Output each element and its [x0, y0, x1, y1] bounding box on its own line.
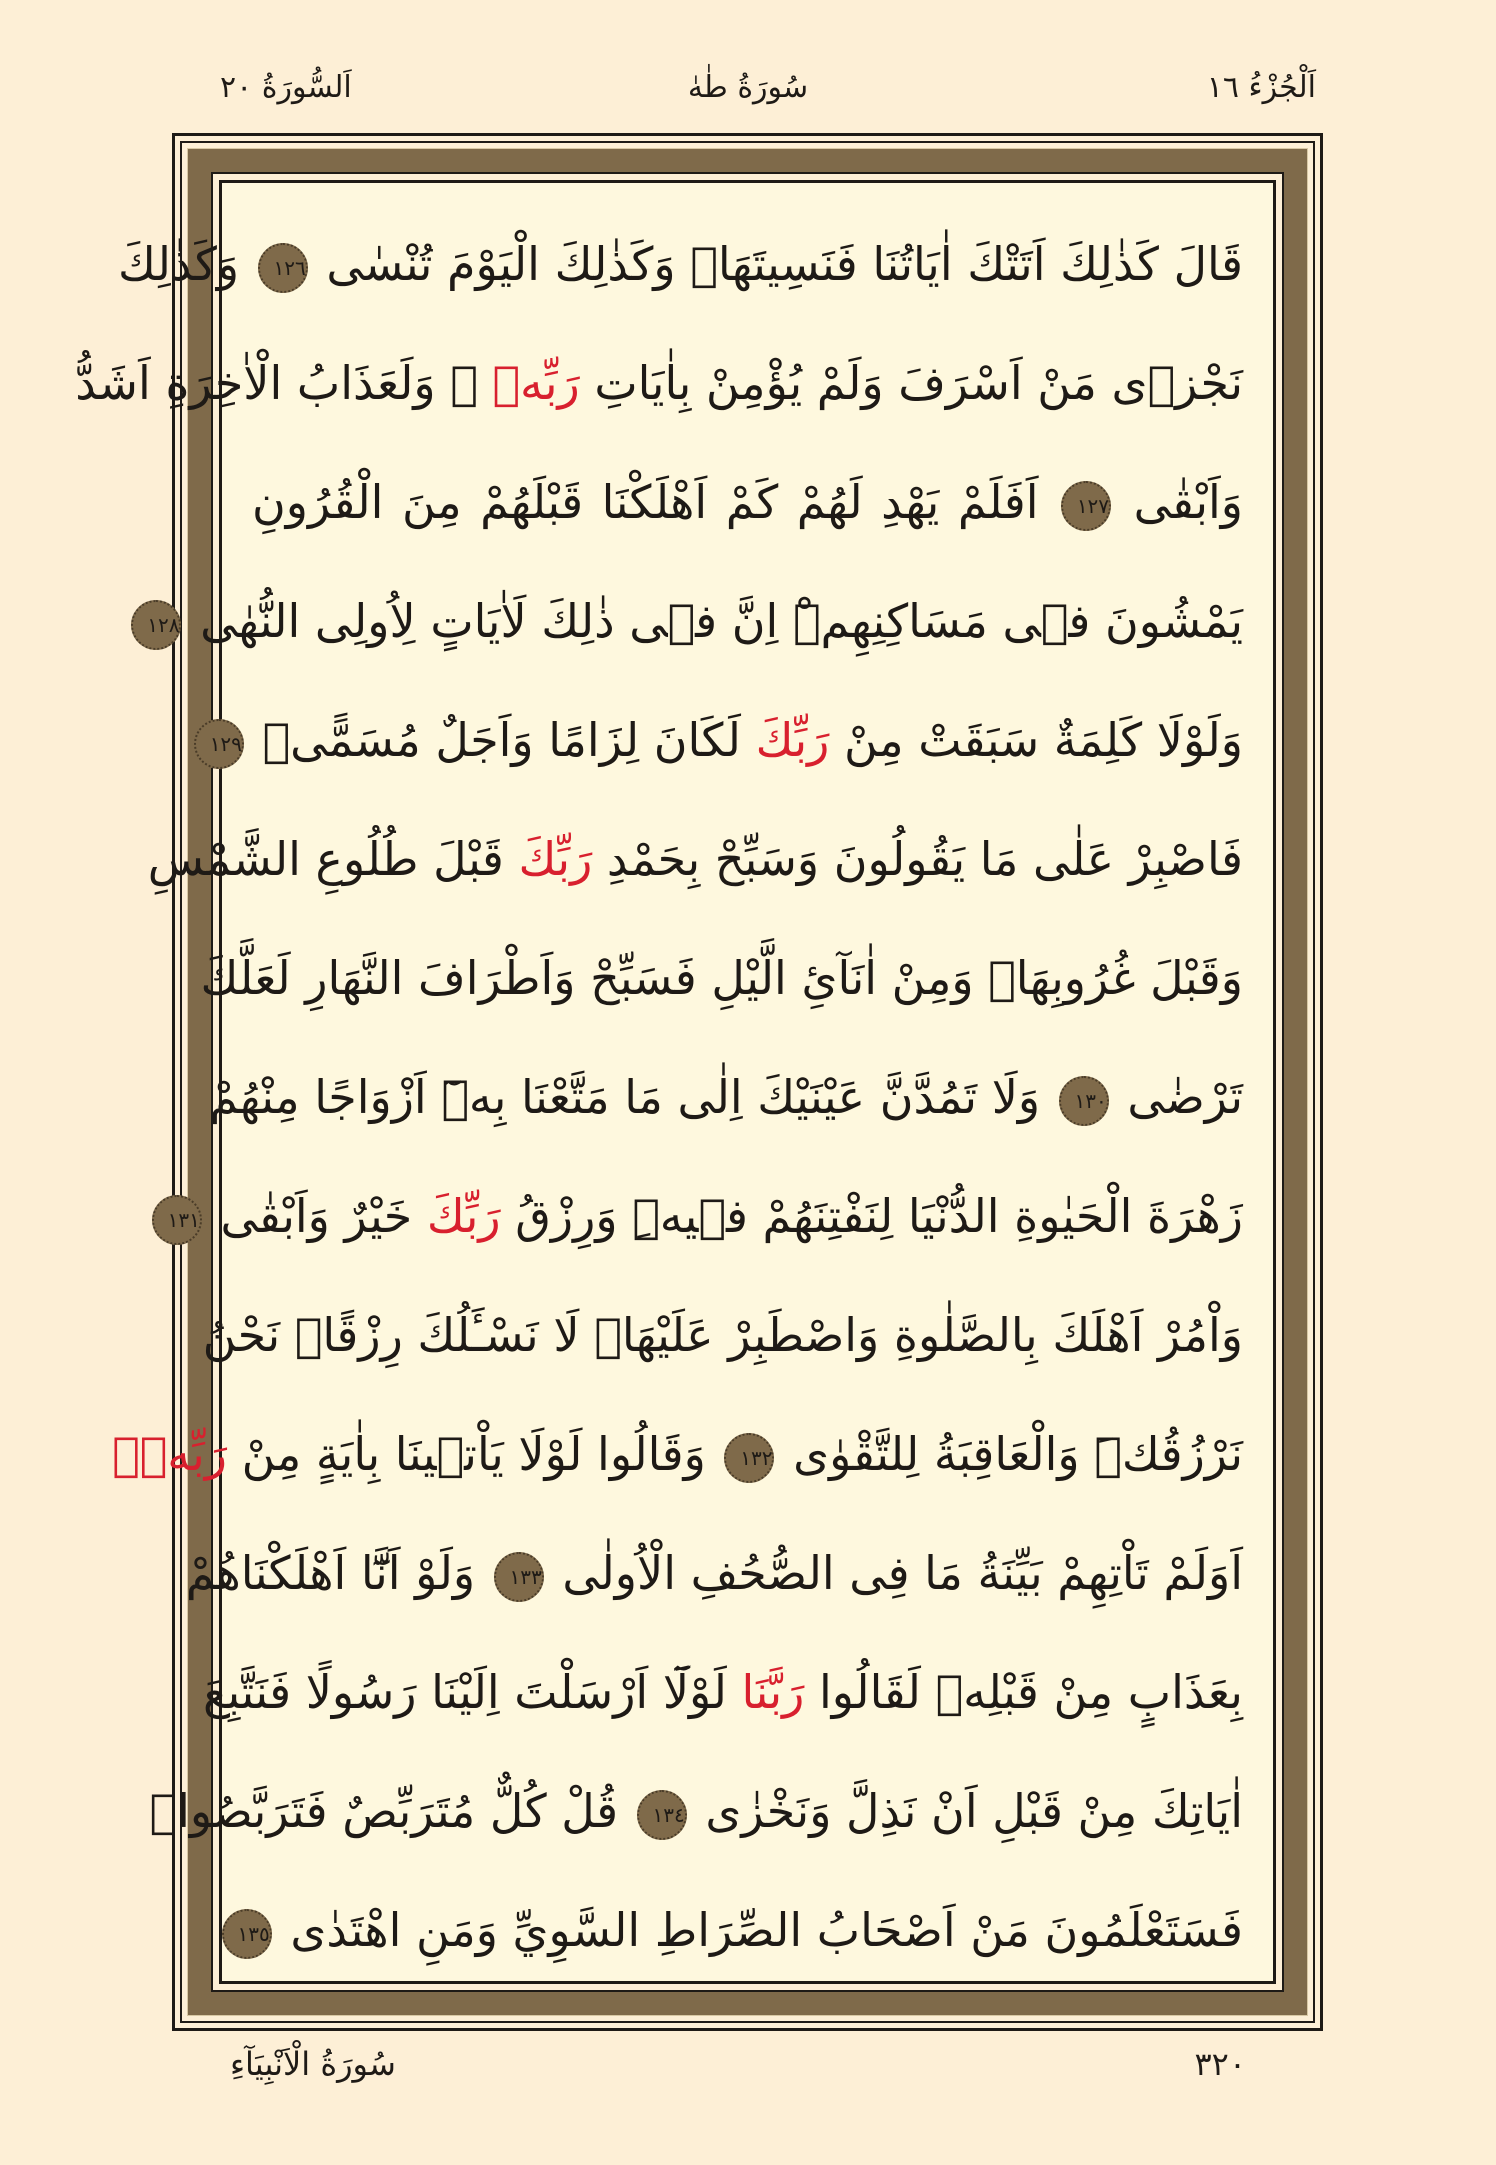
highlighted-word: رَبَّنَا: [741, 1665, 805, 1719]
text-segment: قَبْلَ طُلُوعِ الشَّمْسِ: [147, 832, 504, 886]
text-segment: ۜ وَلَعَذَابُ الْاٰخِرَةِ اَشَدُّ: [75, 356, 451, 410]
ayah-marker: ١٢٩: [194, 719, 244, 769]
text-line: [112, 1395, 1243, 1514]
highlighted-word: رَبِّكَ: [755, 713, 830, 767]
page-number: ٣٢٠: [1194, 2045, 1246, 2083]
text-segment: وَقَبْلَ غُرُوبِهَاۚ وَمِنْ اٰنَآئِ الَّيْلِ فَسَبِّحْ وَاَطْرَافَ النَّهَارِ لَعَلَّكَ: [200, 951, 1243, 1005]
text-line: [118, 205, 1243, 324]
text-line: [202, 1633, 1243, 1752]
text-segment: فَسَتَعْلَمُونَ مَنْ اَصْحَابُ الصِّرَاطِ السَّوِيِّ وَمَنِ اهْتَدٰى: [290, 1903, 1243, 1957]
ayah-marker: ١٣٢: [724, 1433, 774, 1483]
text-segment: فَاصْبِرْ عَلٰى مَا يَقُولُونَ وَسَبِّحْ بِحَمْدِ: [606, 832, 1243, 886]
text-line: [167, 1157, 1243, 1276]
text-segment: اَفَلَمْ يَهْدِ لَهُمْ كَمْ اَهْلَكْنَا قَبْلَهُمْ مِنَ الْقُرُونِ: [252, 475, 1039, 529]
text-line: [202, 1276, 1243, 1395]
text-segment: وَلَوْ اَنَّٓا اَهْلَكْنَاهُمْ: [185, 1546, 476, 1600]
text-segment: وَقَالُوا لَوْلَا يَاْتٖينَا بِاٰيَةٍ مِنْ: [241, 1427, 706, 1481]
text-segment: نَرْزُقُكَۜ وَالْعَاقِبَةُ لِلتَّقْوٰى: [793, 1427, 1243, 1481]
ayah-marker: ١٢٦: [258, 243, 308, 293]
text-segment: لَكَانَ لِزَامًا وَاَجَلٌ مُسَمًّىۜ: [262, 713, 741, 767]
text-line: [200, 919, 1243, 1038]
text-line: [237, 1871, 1243, 1990]
text-segment: يَمْشُونَ فٖى مَسَاكِنِهِمْۜ اِنَّ فٖى ذٰلِكَ لَاٰيَاتٍ لِاُولِى النُّهٰى: [200, 594, 1243, 648]
text-segment: قَالَ كَذٰلِكَ اَتَتْكَ اٰيَاتُنَا فَنَسِيتَهَاۚ وَكَذٰلِكَ الْيَوْمَ تُنْسٰى: [326, 237, 1243, 291]
text-segment: قُلْ كُلٌّ مُتَرَبِّصٌ فَتَرَبَّصُواۚ: [149, 1784, 619, 1838]
text-line: [209, 1038, 1243, 1157]
quran-text: [75, 205, 1244, 1990]
text-segment: نَجْزٖى مَنْ اَسْرَفَ وَلَمْ يُؤْمِنْ بِاٰيَاتِ: [594, 356, 1243, 410]
page-frame: [75, 133, 1323, 2031]
text-segment: وَكَذٰلِكَ: [118, 237, 240, 291]
juz-label: اَلْجُزْءُ ١٦: [1206, 70, 1316, 105]
ayah-marker: ١٢٨: [131, 600, 181, 650]
highlighted-word: رَبِّكَ: [426, 1189, 501, 1243]
text-segment: وَلَوْلَا كَلِمَةٌ سَبَقَتْ مِنْ: [844, 713, 1243, 767]
text-line: [149, 1752, 1243, 1871]
text-segment: وَاْمُرْ اَهْلَكَ بِالصَّلٰوةِ وَاصْطَبِرْ عَلَيْهَاۜ لَا نَسْـَٔلُكَ رِزْقًاۜ نَحْنُ: [202, 1308, 1243, 1362]
next-surah-label: سُورَةُ الْاَنْبِيَآءِ: [230, 2045, 396, 2083]
surah-number-label: اَلسُّورَةُ ٢٠: [220, 70, 352, 105]
surah-title: سُورَةُ طٰهٰ: [687, 70, 809, 105]
text-area: [75, 180, 1276, 1984]
ayah-marker: ١٢٧: [1061, 481, 1111, 531]
text-line: [147, 562, 1243, 681]
text-line: [147, 800, 1243, 919]
text-segment: خَيْرٌ وَاَبْقٰى: [220, 1189, 413, 1243]
text-segment: لَوْلَٓا اَرْسَلْتَ اِلَيْنَا رَسُولًا فَنَتَّبِعَ: [202, 1665, 727, 1719]
text-line: [209, 681, 1243, 800]
text-line: [75, 324, 1243, 443]
text-line: [252, 443, 1243, 562]
ayah-marker: ١٣٣: [494, 1552, 544, 1602]
text-segment: زَهْرَةَ الْحَيٰوةِ الدُّنْيَا لِنَفْتِنَهُمْ فٖيهِۜ وَرِزْقُ: [515, 1189, 1243, 1243]
highlighted-word: رَبِّهٖ: [492, 356, 580, 410]
text-segment: بِعَذَابٍ مِنْ قَبْلِهٖ لَقَالُوا: [819, 1665, 1243, 1719]
highlighted-word: رَبِّكَ: [518, 832, 593, 886]
ayah-marker: ١٣٤: [637, 1790, 687, 1840]
text-segment: اَوَلَمْ تَاْتِهِمْ بَيِّنَةُ مَا فِى الصُّحُفِ الْاُولٰى: [562, 1546, 1243, 1600]
text-segment: وَاَبْقٰى: [1133, 475, 1244, 529]
text-segment: اٰيَاتِكَ مِنْ قَبْلِ اَنْ نَذِلَّ وَنَخْزٰى: [705, 1784, 1243, 1838]
ayah-marker: ١٣٠: [1059, 1076, 1109, 1126]
text-segment: وَلَا تَمُدَّنَّ عَيْنَيْكَ اِلٰى مَا مَتَّعْنَا بِهٖٓ اَزْوَاجًا مِنْهُمْ: [209, 1070, 1041, 1124]
text-segment: تَرْضٰى: [1127, 1070, 1243, 1124]
ayah-marker: ١٣١: [152, 1195, 202, 1245]
text-line: [185, 1514, 1243, 1633]
highlighted-word: رَبِّهٖۜ: [112, 1427, 227, 1481]
ayah-marker: ١٣٥: [222, 1909, 272, 1959]
